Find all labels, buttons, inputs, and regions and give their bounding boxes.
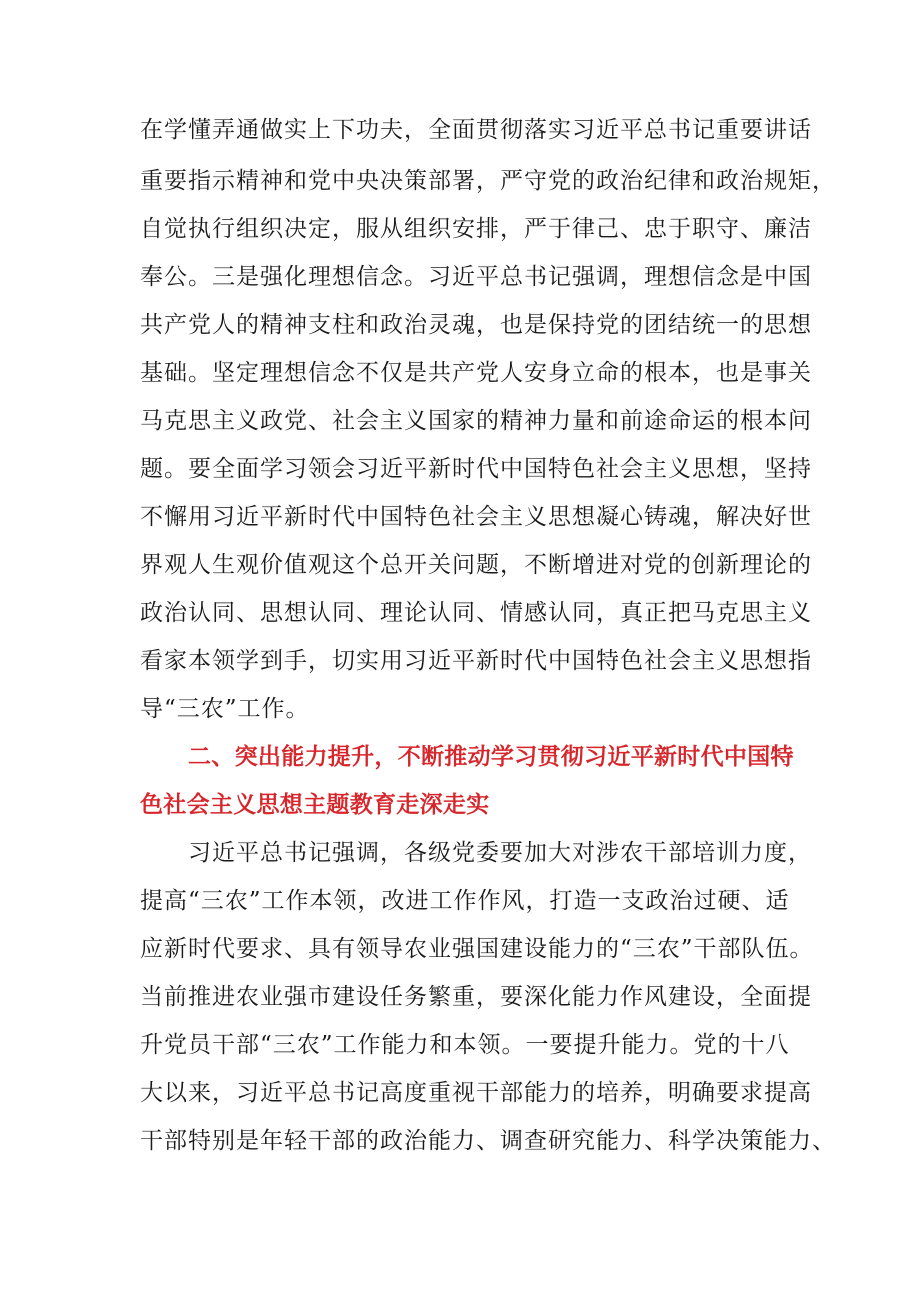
paragraph-line: 导“三农”工作。 <box>140 696 310 722</box>
section-heading-line: 二、突出能力提升，不断推动学习贯彻习近平新时代中国特 <box>188 744 794 770</box>
paragraph-line: 界观人生观价值观这个总开关问题，不断增进对党的创新理论的 <box>140 552 812 578</box>
paragraph-line: 基础。坚定理想信念不仅是共产党人安身立命的根本，也是事关 <box>140 360 812 386</box>
paragraph-line: 在学懂弄通做实上下功夫，全面贯彻落实习近平总书记重要讲话 <box>140 117 812 143</box>
paragraph-line: 共产党人的精神支柱和政治灵魂，也是保持党的团结统一的思想 <box>140 312 812 338</box>
paragraph-line: 习近平总书记强调，各级党委要加大对涉农干部培训力度， <box>188 840 812 866</box>
paragraph-line: 提高“三农”工作本领，改进工作作风，打造一支政治过硬、适 <box>140 888 790 914</box>
paragraph-line: 大以来，习近平总书记高度重视干部能力的培养，明确要求提高 <box>140 1080 812 1106</box>
paragraph-line: 当前推进农业强市建设任务繁重，要深化能力作风建设，全面提 <box>140 984 812 1010</box>
paragraph-line: 政治认同、思想认同、理论认同、情感认同，真正把马克思主义 <box>140 600 812 626</box>
paragraph-line: 应新时代要求、具有领导农业强国建设能力的“三农”干部队伍。 <box>140 936 814 962</box>
paragraph-line: 重要指示精神和党中央决策部署，严守党的政治纪律和政治规矩， <box>140 168 836 194</box>
section-heading-line: 色社会主义思想主题教育走深走实 <box>140 792 490 818</box>
paragraph-line: 马克思主义政党、社会主义国家的精神力量和前途命运的根本问 <box>140 408 812 434</box>
paragraph-line: 奉公。三是强化理想信念。习近平总书记强调，理想信念是中国 <box>140 264 812 290</box>
paragraph-line: 不懈用习近平新时代中国特色社会主义思想凝心铸魂，解决好世 <box>140 504 812 530</box>
paragraph-line: 升党员干部“三农”工作能力和本领。一要提升能力。党的十八 <box>140 1032 790 1058</box>
paragraph-line: 看家本领学到手，切实用习近平新时代中国特色社会主义思想指 <box>140 648 812 674</box>
paragraph-line: 题。要全面学习领会习近平新时代中国特色社会主义思想，坚持 <box>140 456 812 482</box>
paragraph-line: 自觉执行组织决定，服从组织安排，严于律己、忠于职守、廉洁 <box>140 216 812 242</box>
paragraph-line: 干部特别是年轻干部的政治能力、调查研究能力、科学决策能力、 <box>140 1128 836 1154</box>
